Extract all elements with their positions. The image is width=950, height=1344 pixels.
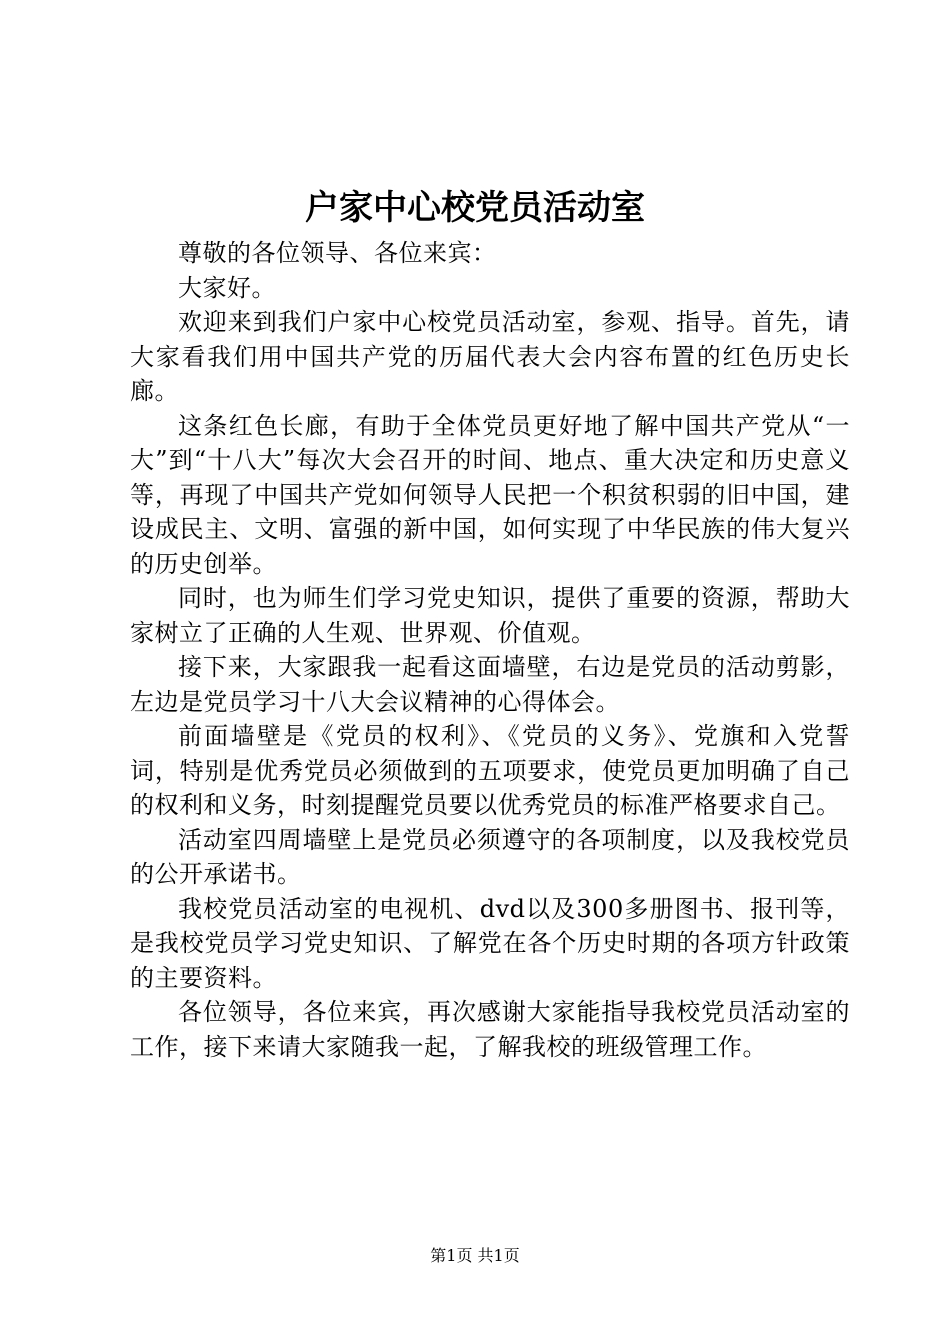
paragraph-regulations: 活动室四周墙壁上是党员必须遵守的各项制度，以及我校党员的公开承诺书。 xyxy=(130,825,850,888)
document-title: 户家中心校党员活动室 xyxy=(305,188,645,228)
paragraph-closing: 各位领导，各位来宾，再次感谢大家能指导我校党员活动室的工作，接下来请大家随我一起，了解我校的班级管理工作。 xyxy=(130,998,850,1061)
paragraph-greeting: 大家好。 xyxy=(178,273,276,302)
paragraph-red-corridor: 这条红色长廊，有助于全体党员更好地了解中国共产党从“一大”到“十八大”每次大会召开的时间、地点、重大决定和历史意义等，再现了中国共产党如何领导人民把一个积贫积弱的旧中国，建设成民主、文明、富强的新中国，如何实现了中华民族的伟大复兴的历史创举。 xyxy=(130,411,850,578)
paragraph-materials: 我校党员活动室的电视机、dvd以及300多册图书、报刊等，是我校党员学习党史知识、了解党在各个历史时期的各项方针政策的主要资料。 xyxy=(130,894,850,992)
paragraph-wall: 接下来，大家跟我一起看这面墙壁，右边是党员的活动剪影，左边是党员学习十八大会议精神的心得体会。 xyxy=(130,653,850,716)
paragraph-resources: 同时，也为师生们学习党史知识，提供了重要的资源，帮助大家树立了正确的人生观、世界观、价值观。 xyxy=(130,584,850,647)
paragraph-salutation: 尊敬的各位领导、各位来宾： xyxy=(178,239,497,267)
document-body xyxy=(130,236,850,1064)
paragraph-front-wall: 前面墙壁是《党员的权利》、《党员的义务》、党旗和入党誓词，特别是优秀党员必须做到的五项要求，使党员更加明确了自己的权利和义务，时刻提醒党员要以优秀党员的标准严格要求自己。 xyxy=(130,722,850,819)
paragraph-welcome: 欢迎来到我们户家中心校党员活动室，参观、指导。首先，请大家看我们用中国共产党的历届代表大会内容布置的红色历史长廊。 xyxy=(130,308,850,405)
page-footer: 第1页 共1页 xyxy=(430,1246,520,1265)
